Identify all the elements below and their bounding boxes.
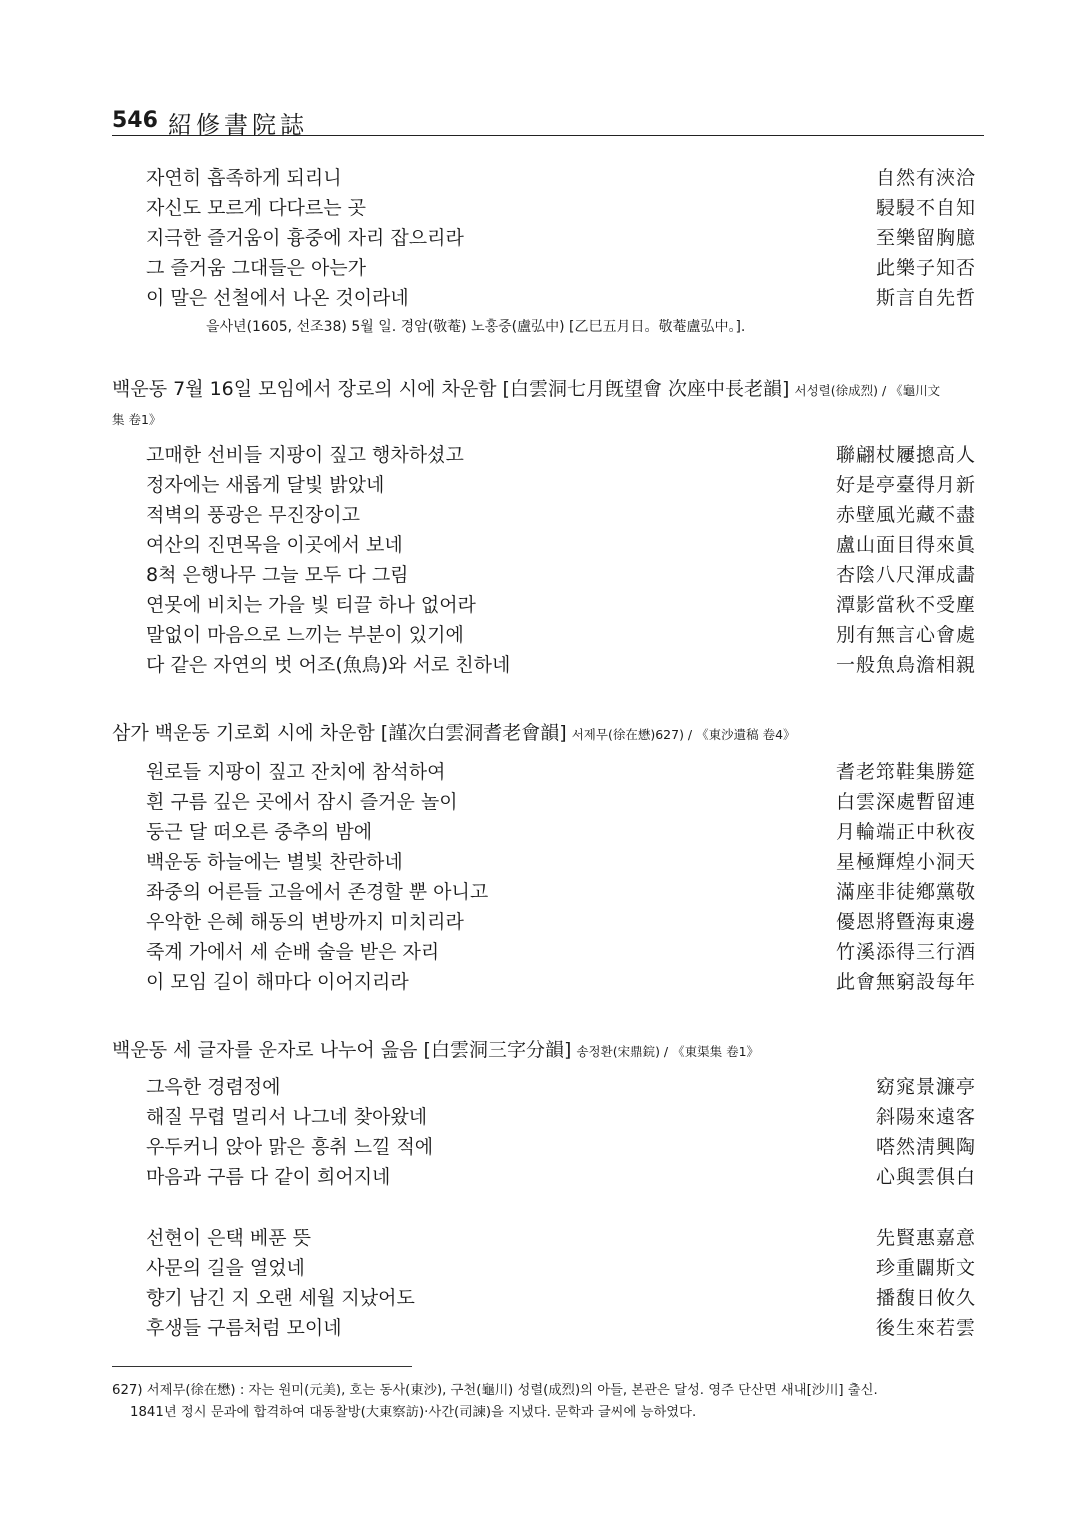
verse-hanja: 一般魚鳥澹相親 bbox=[835, 654, 976, 676]
verse-korean: 해질 무렵 멀리서 나그네 찾아왔네 bbox=[146, 1106, 428, 1128]
verse-line bbox=[146, 1314, 976, 1342]
verse-hanja: 心與雲俱白 bbox=[875, 1166, 976, 1188]
poem-title-text: 백운동 세 글자를 운자로 나누어 읊음 [白雲洞三字分韻] bbox=[112, 1039, 572, 1061]
verse-line bbox=[146, 224, 976, 252]
verse-line bbox=[146, 1254, 976, 1282]
verse-korean: 둥근 달 떠오른 중추의 밤에 bbox=[146, 821, 373, 843]
verse-hanja: 嗒然淸興陶 bbox=[875, 1136, 976, 1158]
verse-korean: 자연히 흡족하게 되리니 bbox=[146, 167, 342, 189]
verse-hanja: 別有無言心會處 bbox=[835, 624, 976, 646]
verse-line bbox=[146, 1163, 976, 1191]
verse-line bbox=[146, 284, 976, 312]
verse-korean: 이 모임 길이 해마다 이어지리라 bbox=[146, 971, 409, 993]
page-number: 546 bbox=[112, 108, 158, 133]
verse-hanja: 星極輝煌小洞天 bbox=[835, 851, 976, 873]
verse-hanja: 後生來若雲 bbox=[875, 1317, 976, 1339]
verse-line bbox=[146, 878, 976, 906]
verse-line bbox=[146, 621, 976, 649]
footnote-line: 627) 서제무(徐在懋) : 자는 원미(元美), 호는 동사(東沙), 구천(龜川) 성렬(成烈)의 아들, 본관은 달성. 영주 단산면 새내[沙川] 출신. bbox=[112, 1383, 878, 1398]
verse-korean: 선현이 은택 베푼 뜻 bbox=[146, 1227, 311, 1249]
verse-line bbox=[146, 501, 976, 529]
verse-hanja: 珍重闢斯文 bbox=[875, 1257, 976, 1279]
verse-korean: 사문의 길을 열었네 bbox=[146, 1257, 305, 1279]
verse-hanja: 窈窕景濂亭 bbox=[875, 1076, 976, 1098]
verse-line bbox=[146, 531, 976, 559]
verse-korean: 이 말은 선철에서 나온 것이라네 bbox=[146, 287, 409, 309]
verse-korean: 여산의 진면목을 이곳에서 보네 bbox=[146, 534, 403, 556]
verse-line bbox=[146, 471, 976, 499]
verse-korean: 그윽한 경렴정에 bbox=[146, 1076, 281, 1098]
verse-korean: 좌중의 어른들 고을에서 존경할 뿐 아니고 bbox=[146, 881, 489, 903]
verse-line bbox=[146, 651, 976, 679]
verse-line bbox=[146, 254, 976, 282]
poem-title-3 bbox=[112, 1035, 759, 1062]
poem-author: 송정환(宋鼎鋎) / 《東渠集 卷1》 bbox=[576, 1044, 760, 1059]
verse-korean: 지극한 즐거움이 흉중에 자리 잡으리라 bbox=[146, 227, 464, 249]
verse-line bbox=[146, 788, 976, 816]
poem-title-text: 삼가 백운동 기로회 시에 차운함 [謹次白雲洞耆老會韻] bbox=[112, 722, 567, 744]
poem-source-cont: 集 卷1》 bbox=[112, 412, 162, 427]
verse-hanja: 聯翩杖屨摠高人 bbox=[835, 444, 976, 466]
verse-korean: 다 같은 자연의 벗 어조(魚鳥)와 서로 친하네 bbox=[146, 654, 511, 676]
footnote-line: 1841년 정시 문과에 합격하여 대동찰방(大東察訪)·사간(司諫)을 지냈다. 문학과 글씨에 능하였다. bbox=[130, 1405, 697, 1420]
verse-hanja: 斜陽來遠客 bbox=[875, 1106, 976, 1128]
verse-hanja: 播馥日攸久 bbox=[875, 1287, 976, 1309]
verse-line bbox=[146, 1073, 976, 1101]
verse-korean: 고매한 선비들 지팡이 짚고 행차하셨고 bbox=[146, 444, 464, 466]
verse-korean: 정자에는 새롭게 달빛 밝았네 bbox=[146, 474, 385, 496]
verse-korean: 원로들 지팡이 짚고 잔치에 참석하여 bbox=[146, 761, 446, 783]
verse-korean: 후생들 구름처럼 모이네 bbox=[146, 1317, 342, 1339]
verse-korean: 죽계 가에서 세 순배 술을 받은 자리 bbox=[146, 941, 440, 963]
verse-korean: 말없이 마음으로 느끼는 부분이 있기에 bbox=[146, 624, 464, 646]
verse-hanja: 此樂子知否 bbox=[875, 257, 976, 279]
verse-korean: 우악한 은혜 해동의 변방까지 미치리라 bbox=[146, 911, 464, 933]
footnote-rule bbox=[112, 1366, 412, 1367]
book-title: 紹修書院誌 bbox=[168, 111, 308, 139]
verse-hanja: 此會無窮設每年 bbox=[835, 971, 976, 993]
date-note: 을사년(1605, 선조38) 5월 일. 경암(敬菴) 노홍중(盧弘中) [乙巳五月日。敬菴盧弘中。]. bbox=[206, 319, 746, 335]
poem-title-2 bbox=[112, 718, 796, 745]
verse-hanja: 滿座非徒鄕黨敬 bbox=[835, 881, 976, 903]
verse-line bbox=[146, 194, 976, 222]
verse-korean: 연못에 비치는 가을 빛 티끌 하나 없어라 bbox=[146, 594, 476, 616]
poem-author: 서성렬(徐成烈) / 《龜川文 bbox=[794, 383, 941, 398]
header-rule bbox=[112, 135, 984, 136]
verse-hanja: 先賢惠嘉意 bbox=[875, 1227, 976, 1249]
verse-hanja: 白雲深處暫留連 bbox=[835, 791, 976, 813]
verse-hanja: 杏陰八尺渾成畵 bbox=[835, 564, 976, 586]
verse-korean: 향기 남긴 지 오랜 세월 지났어도 bbox=[146, 1287, 415, 1309]
verse-hanja: 赤壁風光藏不盡 bbox=[835, 504, 976, 526]
verse-hanja: 盧山面目得來眞 bbox=[835, 534, 976, 556]
verse-korean: 우두커니 앉아 맑은 흥취 느낄 적에 bbox=[146, 1136, 434, 1158]
poem-author: 서제무(徐在懋)627) / 《東沙遺稿 卷4》 bbox=[571, 727, 796, 742]
verse-line bbox=[146, 441, 976, 469]
verse-line bbox=[146, 591, 976, 619]
verse-hanja: 月輪端正中秋夜 bbox=[835, 821, 976, 843]
verse-line bbox=[146, 1224, 976, 1252]
verse-korean: 그 즐거움 그대들은 아는가 bbox=[146, 257, 367, 279]
verse-korean: 백운동 하늘에는 별빛 찬란하네 bbox=[146, 851, 403, 873]
verse-line bbox=[146, 1284, 976, 1312]
verse-line bbox=[146, 164, 976, 192]
verse-hanja: 至樂留胸臆 bbox=[875, 227, 976, 249]
verse-korean: 흰 구름 깊은 곳에서 잠시 즐거운 놀이 bbox=[146, 791, 458, 813]
verse-korean: 8척 은행나무 그늘 모두 다 그림 bbox=[146, 564, 409, 586]
verse-hanja: 耆老筇鞋集勝筵 bbox=[835, 761, 976, 783]
verse-line bbox=[146, 818, 976, 846]
poem-title-text: 백운동 7월 16일 모임에서 장로의 시에 차운함 [白雲洞七月旣望會 次座中長老韻] bbox=[112, 378, 790, 400]
verse-hanja: 駸駸不自知 bbox=[875, 197, 976, 219]
verse-line bbox=[146, 908, 976, 936]
verse-hanja: 潭影當秋不受塵 bbox=[835, 594, 976, 616]
verse-line bbox=[146, 938, 976, 966]
verse-hanja: 優恩將曁海東邊 bbox=[835, 911, 976, 933]
verse-korean: 적벽의 풍광은 무진장이고 bbox=[146, 504, 360, 526]
verse-line bbox=[146, 848, 976, 876]
verse-line bbox=[146, 968, 976, 996]
footnote bbox=[112, 1380, 984, 1424]
verse-hanja: 斯言自先哲 bbox=[875, 287, 976, 309]
verse-korean: 자신도 모르게 다다르는 곳 bbox=[146, 197, 367, 219]
verse-hanja: 好是亭臺得月新 bbox=[835, 474, 976, 496]
verse-hanja: 竹溪添得三行酒 bbox=[835, 941, 976, 963]
poem-title-1 bbox=[112, 374, 940, 401]
verse-line bbox=[146, 758, 976, 786]
verse-korean: 마음과 구름 다 같이 희어지네 bbox=[146, 1166, 391, 1188]
verse-line bbox=[146, 1133, 976, 1161]
verse-line bbox=[146, 561, 976, 589]
verse-hanja: 自然有浹洽 bbox=[875, 167, 976, 189]
verse-line bbox=[146, 1103, 976, 1131]
